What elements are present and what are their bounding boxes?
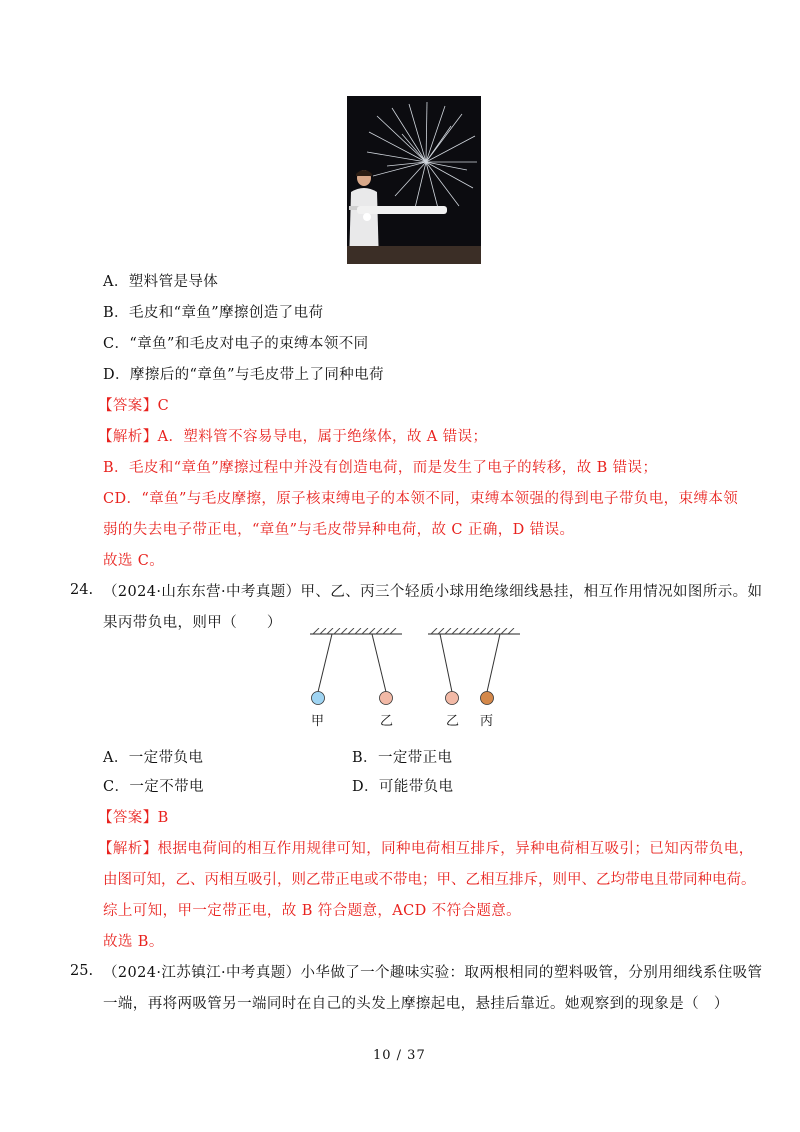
q24-answer: 【答案】B — [98, 810, 169, 826]
figure-label-yi-right: 乙 — [446, 714, 460, 729]
q23-analysis-label: 【解析】 — [98, 429, 158, 445]
q23-analysis-line-2: B．毛皮和“章鱼”摩擦过程中并没有创造电荷，而是发生了电子的转移，故 B 错误； — [103, 460, 658, 476]
static-electricity-octopus-photo — [347, 96, 481, 264]
photo-illustration — [347, 96, 481, 264]
ball-bing — [481, 692, 494, 705]
ball-yi-right — [446, 692, 459, 705]
q23-analysis-text-1: A．塑料管不容易导电，属于绝缘体，故 A 错误； — [157, 429, 488, 445]
q24-analysis-line-3: 综上可知，甲一定带正电，故 B 符合题意，ACD 不符合题意。 — [103, 903, 522, 919]
q24-analysis-label: 【解析】 — [98, 841, 158, 857]
q25-number: 25. — [70, 963, 94, 979]
ball-yi-left — [380, 692, 393, 705]
q24-analysis-text-1: 根据电荷间的相互作用规律可知，同种电荷相互排斥，异种电荷相互吸引；已知丙带负电， — [157, 841, 754, 857]
ball-jia — [312, 692, 325, 705]
figure-label-bing: 丙 — [480, 714, 494, 729]
q24-pendulum-figure — [300, 628, 530, 728]
q23-option-c: C．“章鱼”和毛皮对电子的束缚本领不同 — [103, 336, 369, 352]
figure-label-jia: 甲 — [311, 714, 325, 729]
q24-stem-line-1: （2024·山东东营·中考真题）甲、乙、丙三个轻质小球用绝缘细线悬挂，相互作用情况如图所示。如 — [103, 584, 763, 600]
q25-stem-line-1: （2024·江苏镇江·中考真题）小华做了一个趣味实验：取两根相同的塑料吸管，分别用细线系住吸管 — [103, 965, 763, 981]
q24-option-d: D．可能带负电 — [352, 779, 454, 795]
q23-option-b: B．毛皮和“章鱼”摩擦创造了电荷 — [103, 305, 324, 321]
q23-option-d: D．摩擦后的“章鱼”与毛皮带上了同种电荷 — [103, 367, 384, 383]
figure-label-yi-left: 乙 — [380, 714, 394, 729]
q23-conclusion: 故选 C。 — [103, 553, 165, 569]
q24-number: 24. — [70, 582, 94, 598]
q24-stem-line-2: 果丙带负电，则甲（ ） — [103, 615, 282, 631]
q25-stem-line-2: 一端，再将两吸管另一端同时在自己的头发上摩擦起电，悬挂后靠近。她观察到的现象是（ ） — [103, 996, 729, 1012]
q24-option-b: B．一定带正电 — [352, 750, 453, 766]
q24-option-a: A．一定带负电 — [103, 750, 204, 766]
q23-option-a: A．塑料管是导体 — [103, 274, 219, 290]
q24-option-c: C．一定不带电 — [103, 779, 204, 795]
q23-analysis-line-4: 弱的失去电子带正电，“章鱼”与毛皮带异种电荷，故 C 正确，D 错误。 — [103, 522, 575, 538]
q24-analysis-line-1 — [98, 839, 754, 859]
q23-answer: 【答案】C — [98, 398, 170, 414]
page-number: 10 / 37 — [373, 1048, 426, 1063]
q23-analysis-line-3: CD．“章鱼”与毛皮摩擦，原子核束缚电子的本领不同，束缚本领强的得到电子带负电，束缚本领 — [103, 491, 739, 507]
q24-analysis-line-2: 由图可知，乙、丙相互吸引，则乙带正电或不带电；甲、乙相互排斥，则甲、乙均带电且带同种电荷。 — [103, 872, 756, 888]
q24-conclusion: 故选 B。 — [103, 934, 164, 950]
q23-analysis-line-1 — [98, 427, 487, 447]
